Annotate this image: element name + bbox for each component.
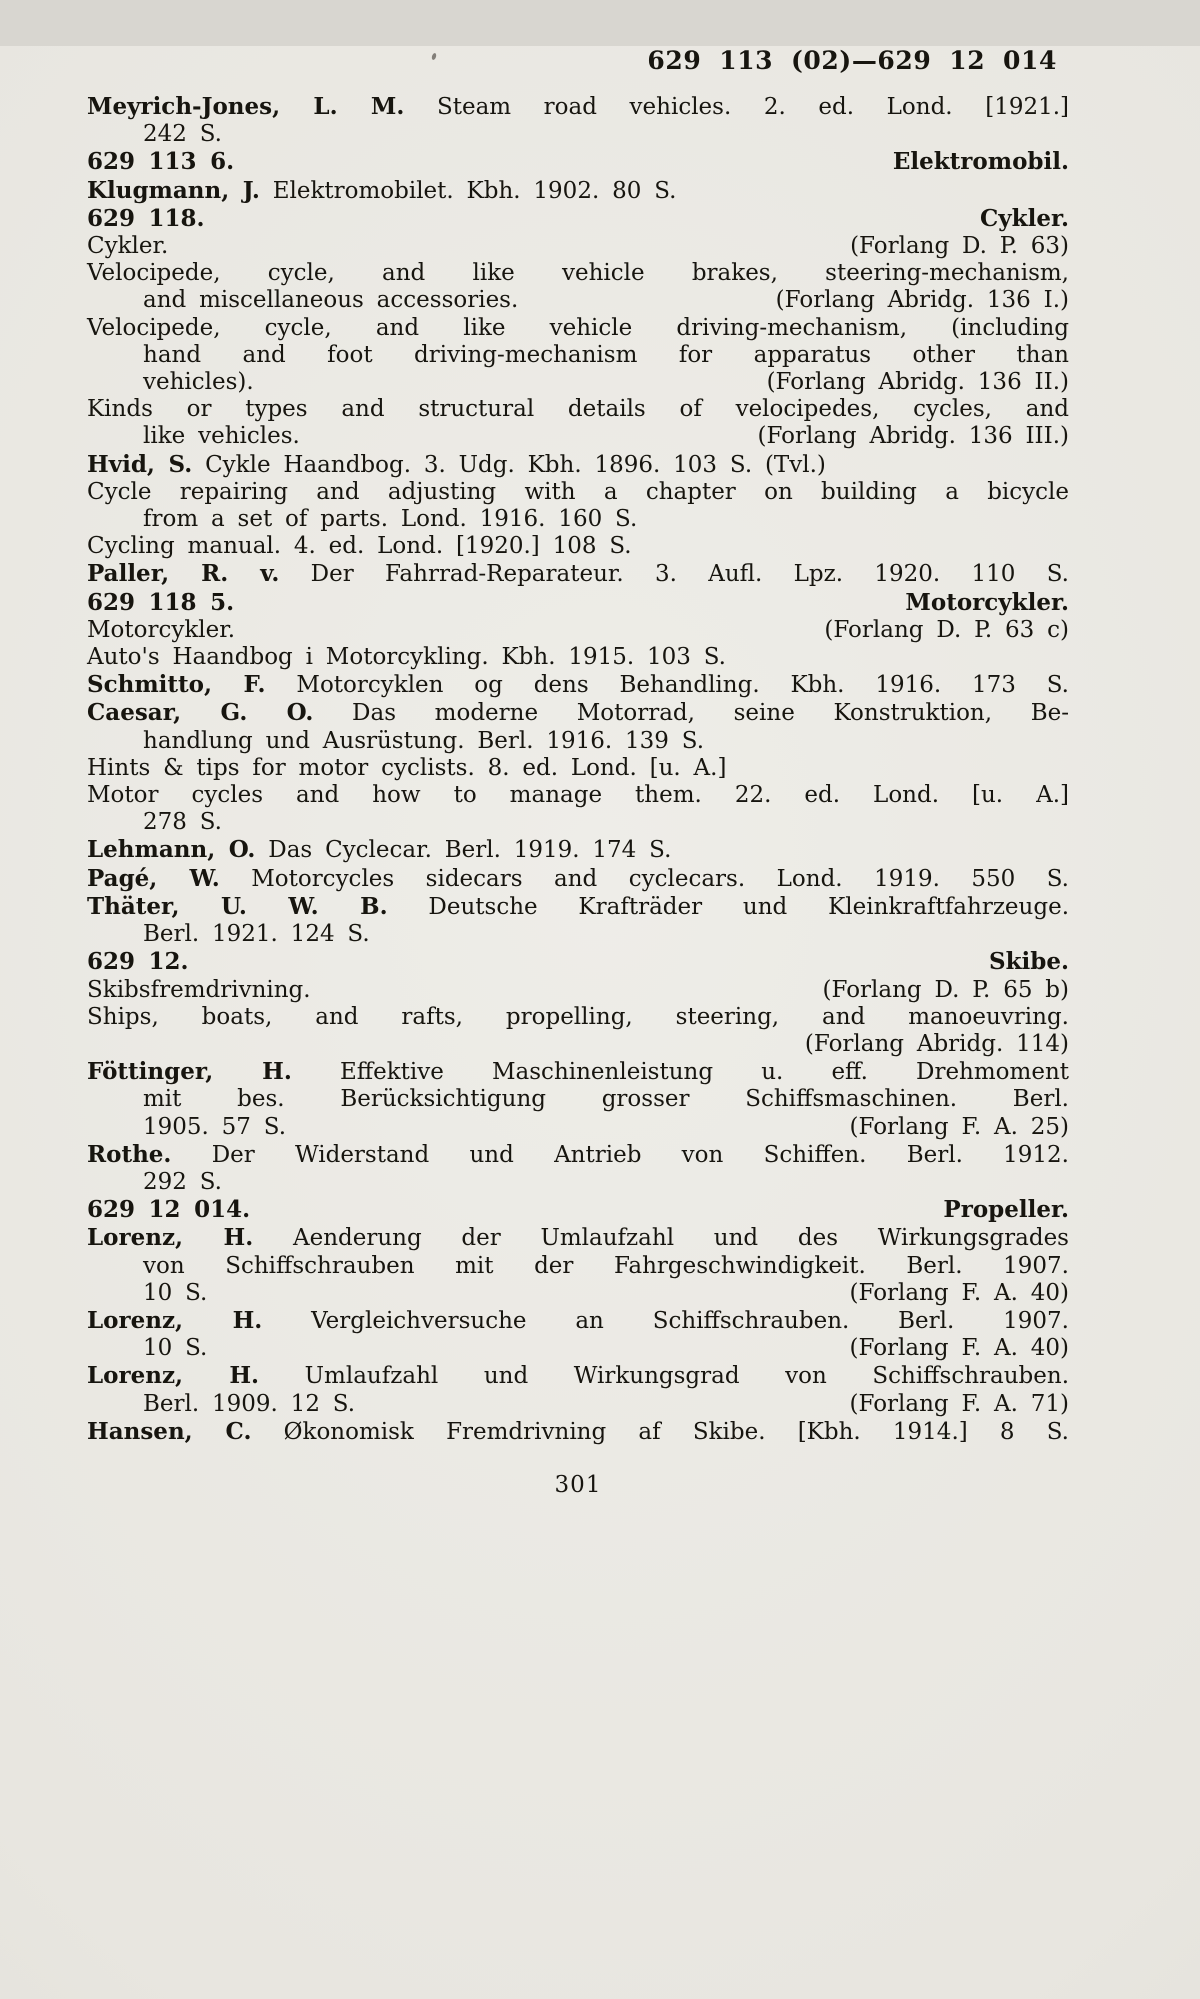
entry-left <box>143 287 518 314</box>
entry-left <box>87 479 1069 505</box>
entry-line <box>87 369 1069 396</box>
entry-line <box>87 836 1069 864</box>
entry-left <box>87 1419 1069 1445</box>
scanned-catalog-page <box>0 46 1200 1999</box>
entry-text: Økonomisk Fremdrivning af Skibe. [Kbh. 1914.] 8 S. <box>251 1418 1069 1445</box>
entry-text: from a set of parts. Lond. 1916. 160 S. <box>143 506 638 533</box>
entry-line <box>87 865 1069 893</box>
entry-line <box>87 533 1069 560</box>
reference-text: (Forlang F. A. 25) <box>849 1113 1069 1140</box>
entry-line <box>87 1280 1069 1307</box>
entry-left <box>87 1196 250 1224</box>
entry-line <box>87 260 1069 287</box>
entry-text: Auto's Haandbog i Motorcykling. Kbh. 1915. 103 S. <box>87 644 726 671</box>
entry-text: Ships, boats, and rafts, propelling, steering, and manoeuvring. <box>87 1003 1069 1030</box>
entry-lead: Meyrich-Jones, L. M. <box>87 93 405 120</box>
entry-lead: Lehmann, O. <box>87 836 256 864</box>
entry-left <box>143 342 1069 368</box>
entry-line <box>87 315 1069 342</box>
reference-text: (Forlang F. A. 40) <box>849 1335 1069 1362</box>
reference-text: (Forlang Abridg. 136 II.) <box>766 369 1069 396</box>
entry-left <box>87 561 1069 587</box>
entry-lead: Föttinger, H. <box>87 1058 292 1086</box>
entry-left <box>143 809 222 835</box>
entry-line <box>87 1031 1069 1058</box>
entry-left <box>87 148 234 176</box>
entry-line <box>87 396 1069 423</box>
entry-line <box>87 893 1069 921</box>
entry-line <box>87 1086 1069 1113</box>
entry-text: Velocipede, cycle, and like vehicle driving-mechanism, (including <box>87 314 1069 341</box>
entry-line <box>87 287 1069 314</box>
entry-line <box>87 177 1069 205</box>
entry-line <box>87 1004 1069 1031</box>
entry-left <box>143 423 300 450</box>
entry-line <box>87 451 1069 479</box>
entry-line <box>87 755 1069 782</box>
entry-text: Steam road vehicles. 2. ed. Lond. [1921.] <box>404 94 1070 120</box>
entry-left <box>143 1253 1069 1279</box>
section-heading: Propeller. <box>943 1196 1069 1224</box>
entry-left <box>87 315 1069 341</box>
entry-line <box>87 1362 1069 1390</box>
entry-left <box>87 782 1069 808</box>
entry-left <box>87 617 235 644</box>
entry-text: handlung und Ausrüstung. Berl. 1916. 139 S. <box>143 727 705 754</box>
entry-text: Aenderung der Umlaufzahl und des Wirkungsgrades <box>253 1225 1069 1252</box>
entry-text: von Schiffschrauben mit der Fahrgeschwindigkeit. Berl. 1907. <box>143 1252 1069 1279</box>
entry-text: and miscellaneous accessories. <box>143 287 519 314</box>
entry-text: Hints & tips for motor cyclists. 8. ed. Lond. [u. A.] <box>87 754 727 781</box>
entry-text: Motorcykler. <box>87 616 236 643</box>
entry-line <box>87 644 1069 671</box>
entry-left <box>87 1363 1069 1389</box>
entry-text: Das Cyclecar. Berl. 1919. 174 S. <box>255 837 672 864</box>
entry-text: Der Fahrrad-Reparateur. 3. Aufl. Lpz. 1920. 110 S. <box>279 561 1069 588</box>
entry-line <box>87 1196 1069 1224</box>
entry-text: 10 S. <box>143 1335 208 1362</box>
entry-text: 278 S. <box>143 809 222 836</box>
entry-left <box>87 1059 1069 1085</box>
entry-line <box>87 342 1069 369</box>
entry-text: 242 S. <box>143 121 222 148</box>
reference-text: (Forlang D. P. 63) <box>850 233 1069 260</box>
entry-lead: Lorenz, H. <box>87 1224 254 1252</box>
section-heading: Cykler. <box>980 204 1069 232</box>
entry-line <box>87 921 1069 948</box>
reference-text: (Forlang Abridg. 136 III.) <box>757 423 1069 450</box>
entry-line <box>87 479 1069 506</box>
entry-line <box>87 671 1069 699</box>
entry-text: Kinds or types and structural details of velocipedes, cycles, and <box>87 396 1069 423</box>
entry-left <box>87 894 1069 920</box>
reference-text: (Forlang Abridg. 136 I.) <box>775 287 1069 314</box>
reference-text: (Forlang Abridg. 114) <box>804 1030 1069 1057</box>
entry-text: vehicles). <box>143 369 254 396</box>
entry-left <box>87 589 234 617</box>
entry-line <box>87 699 1069 727</box>
entry-text: Deutsche Krafträder und Kleinkraftfahrzeuge. <box>387 893 1070 920</box>
entry-lead: Schmitto, F. <box>87 671 266 699</box>
entry-left <box>143 506 637 532</box>
entry-left <box>143 121 222 147</box>
reference-text: (Forlang D. P. 65 b) <box>822 976 1069 1003</box>
entry-text: Vergleichversuche an Schiffschrauben. Berl. 1907. <box>262 1307 1069 1334</box>
entry-text: Effektive Maschinenleistung u. eff. Drehmoment <box>291 1059 1069 1086</box>
reference-text: (Forlang F. A. 71) <box>849 1390 1069 1417</box>
entry-text: like vehicles. <box>143 423 300 450</box>
entry-line <box>87 423 1069 450</box>
entry-lead: Lorenz, H. <box>87 1362 260 1390</box>
entry-left <box>87 977 311 1004</box>
entry-lead: Hansen, C. <box>87 1417 252 1445</box>
entry-line <box>87 617 1069 644</box>
entry-line <box>87 977 1069 1004</box>
entry-line <box>87 589 1069 617</box>
section-heading: Motorcykler. <box>905 588 1069 616</box>
entry-line <box>87 1169 1069 1196</box>
entry-text: 1905. 57 S. <box>143 1113 287 1140</box>
entry-left <box>87 233 168 260</box>
entry-line <box>87 148 1069 176</box>
entry-line <box>87 1058 1069 1086</box>
entry-text: Berl. 1921. 124 S. <box>143 921 370 948</box>
entry-lead: Rothe. <box>87 1140 172 1168</box>
entry-left <box>87 452 826 478</box>
entry-left <box>143 369 254 396</box>
entry-left <box>87 700 1069 726</box>
section-heading: Skibe. <box>988 948 1069 976</box>
entry-line <box>87 1418 1069 1446</box>
entry-left <box>87 755 726 781</box>
entry-text: 292 S. <box>143 1168 222 1195</box>
entry-lead: Paller, R. v. <box>87 560 280 588</box>
entry-text: 10 S. <box>143 1279 208 1306</box>
entry-line <box>87 948 1069 976</box>
entry-left <box>143 1335 207 1362</box>
entry-text: Berl. 1909. 12 S. <box>143 1390 356 1417</box>
entry-left <box>87 533 632 559</box>
entry-text: Cykler. <box>87 233 169 260</box>
entry-left <box>87 866 1069 892</box>
entry-text: Cycle repairing and adjusting with a chapter on building a bicycle <box>87 478 1069 505</box>
entry-text: mit bes. Berücksichtigung grosser Schiffsmaschinen. Berl. <box>143 1086 1069 1113</box>
entry-line <box>87 782 1069 809</box>
entry-line <box>87 93 1069 121</box>
entry-text: Motor cycles and how to manage them. 22. ed. Lond. [u. A.] <box>87 782 1069 809</box>
entry-text: hand and foot driving-mechanism for apparatus other than <box>143 341 1069 368</box>
entry-left <box>87 837 671 863</box>
entry-left <box>87 672 1069 698</box>
entry-text: Skibsfremdrivning. <box>87 976 311 1003</box>
entry-left <box>87 644 726 670</box>
entry-text: Motorcycles sidecars and cyclecars. Lond. 1919. 550 S. <box>219 865 1069 892</box>
reference-text: (Forlang D. P. 63 c) <box>824 616 1069 643</box>
entry-lead: 629 118 5. <box>87 588 235 616</box>
entry-left <box>143 1391 355 1418</box>
entry-list <box>87 93 1069 1446</box>
entry-line <box>87 809 1069 836</box>
entry-left <box>87 396 1069 422</box>
entry-line <box>87 1253 1069 1280</box>
entry-line <box>87 560 1069 588</box>
entry-line <box>87 233 1069 260</box>
reference-text: (Forlang F. A. 40) <box>849 1279 1069 1306</box>
entry-lead: 629 12 014. <box>87 1196 251 1224</box>
page-number: 301 <box>554 1471 602 1498</box>
entry-lead: Lorenz, H. <box>87 1306 263 1334</box>
entry-line <box>87 1391 1069 1418</box>
entry-line <box>87 728 1069 755</box>
entry-left <box>87 1004 1069 1030</box>
entry-text: Umlaufzahl und Wirkungsgrad von Schiffschrauben. <box>259 1363 1069 1390</box>
entry-left <box>143 1280 207 1307</box>
entry-lead: Klugmann, J. <box>87 176 260 204</box>
section-heading: Elektromobil. <box>892 148 1069 176</box>
entry-line <box>87 1224 1069 1252</box>
entry-text: Elektromobilet. Kbh. 1902. 80 S. <box>259 177 677 204</box>
entry-left <box>87 1308 1069 1334</box>
entry-text: Velocipede, cycle, and like vehicle brakes, steering-mechanism, <box>87 260 1069 287</box>
entry-left <box>87 94 1069 120</box>
running-header: 629 113 (02)—629 12 014 <box>647 46 1057 75</box>
entry-lead: 629 118. <box>87 204 205 232</box>
entry-left <box>87 260 1069 286</box>
entry-left <box>87 178 676 204</box>
entry-lead: Hvid, S. <box>87 450 193 478</box>
entry-line <box>87 506 1069 533</box>
entry-line <box>87 1335 1069 1362</box>
entry-lead: 629 12. <box>87 948 189 976</box>
entry-left <box>87 1142 1069 1168</box>
entry-line <box>87 1307 1069 1335</box>
entry-line <box>87 205 1069 233</box>
entry-line <box>87 1114 1069 1141</box>
entry-lead: Pagé, W. <box>87 864 220 892</box>
entry-left <box>143 921 370 947</box>
entry-left <box>87 205 205 233</box>
entry-left <box>143 1169 222 1195</box>
entry-text: Cycling manual. 4. ed. Lond. [1920.] 108 S. <box>87 533 632 560</box>
entry-line <box>87 1141 1069 1169</box>
entry-lead: Thäter, U. W. B. <box>87 892 388 920</box>
entry-text: Cykle Haandbog. 3. Udg. Kbh. 1896. 103 S. (Tvl.) <box>192 451 826 478</box>
entry-line <box>87 121 1069 148</box>
entry-left <box>143 1086 1069 1112</box>
entry-left <box>143 728 704 754</box>
entry-text: Das moderne Motorrad, seine Konstruktion, Be- <box>313 700 1069 727</box>
entry-left <box>143 1114 286 1141</box>
entry-lead: Caesar, G. O. <box>87 699 314 727</box>
entry-left <box>87 1225 1069 1251</box>
entry-lead: 629 113 6. <box>87 148 235 176</box>
entry-left <box>87 948 189 976</box>
entry-text: Motorcyklen og dens Behandling. Kbh. 1916. 173 S. <box>265 672 1069 699</box>
entry-text: Der Widerstand und Antrieb von Schiffen. Berl. 1912. <box>171 1141 1069 1168</box>
